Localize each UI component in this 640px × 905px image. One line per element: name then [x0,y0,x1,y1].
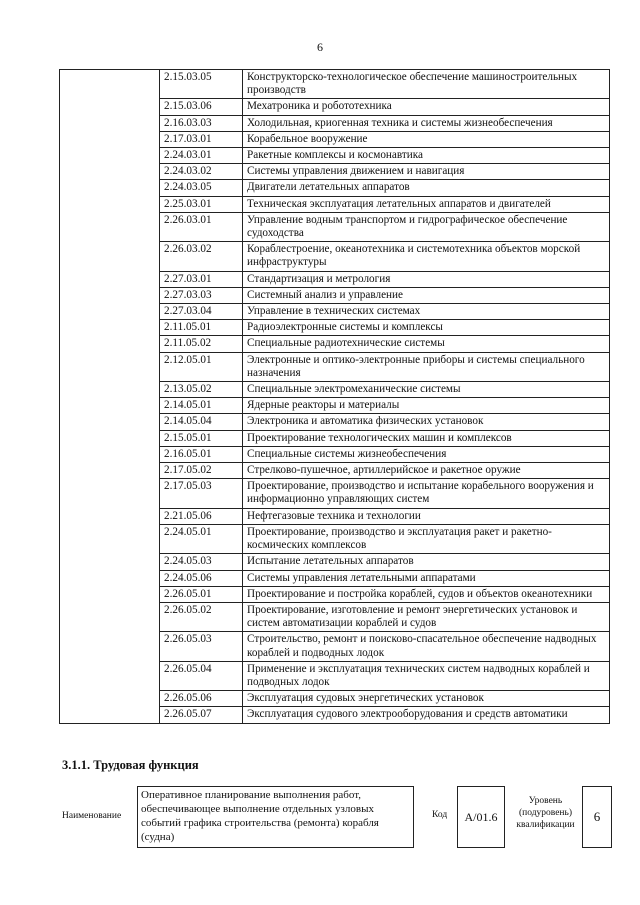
level-value: 6 [582,786,612,848]
specialty-name: Стрелково-пушечное, артиллерийское и ракетное оружие [243,463,610,479]
specialty-code: 2.12.05.01 [160,352,243,381]
specialty-name: Техническая эксплуатация летательных аппаратов и двигателей [243,196,610,212]
specialty-name: Проектирование, производство и испытание корабельного вооружения и информационно управляющих систем [243,479,610,508]
specialty-codes-table [59,69,610,724]
specialty-code: 2.17.05.03 [160,479,243,508]
specialty-name: Проектирование технологических машин и комплексов [243,430,610,446]
name-value: Оперативное планирование выполнения работ, обеспечивающее выполнение отдельных узловых событий графика строительства (ремонта) корабля (судна) [137,786,414,848]
specialty-code: 2.26.05.01 [160,586,243,602]
specialty-name: Ракетные комплексы и космонавтика [243,148,610,164]
specialty-name: Электроника и автоматика физических установок [243,414,610,430]
specialty-code: 2.24.05.06 [160,570,243,586]
specialty-name: Системы управления движением и навигация [243,164,610,180]
specialty-code: 2.27.03.01 [160,271,243,287]
specialty-name: Мехатроника и робототехника [243,99,610,115]
specialty-name: Холодильная, криогенная техника и системы жизнеобеспечения [243,115,610,131]
labor-function-row [62,783,622,853]
specialty-code: 2.24.05.01 [160,524,243,553]
specialty-name: Проектирование, изготовление и ремонт энергетических установок и систем автоматизации кораблей и судов [243,602,610,631]
name-label: Наименование [62,811,122,821]
specialty-code: 2.21.05.06 [160,508,243,524]
section-title: 3.1.1. Трудовая функция [62,758,199,772]
page-number: 6 [317,40,323,54]
code-value: A/01.6 [457,786,505,848]
specialty-name: Стандартизация и метрология [243,271,610,287]
specialty-code: 2.16.05.01 [160,446,243,462]
specialty-name: Испытание летательных аппаратов [243,554,610,570]
specialty-name: Специальные электромеханические системы [243,382,610,398]
specialty-codes-body [60,70,610,724]
specialty-name: Строительство, ремонт и поисково-спасательное обеспечение надводных кораблей и подводных лодок [243,632,610,661]
specialty-code: 2.17.05.02 [160,463,243,479]
specialty-name: Корабельное вооружение [243,131,610,147]
specialty-code: 2.26.05.03 [160,632,243,661]
specialty-code: 2.24.03.02 [160,164,243,180]
specialty-code: 2.26.05.02 [160,602,243,631]
specialty-name: Эксплуатация судовых энергетических установок [243,691,610,707]
specialty-name: Применение и эксплуатация технических систем надводных кораблей и подводных лодок [243,661,610,690]
specialty-code: 2.17.03.01 [160,131,243,147]
specialty-name: Электронные и оптико-электронные приборы и системы специального назначения [243,352,610,381]
specialty-code: 2.26.03.01 [160,212,243,241]
specialty-name: Специальные системы жизнеобеспечения [243,446,610,462]
specialty-name: Нефтегазовые техника и технологии [243,508,610,524]
specialty-name: Проектирование, производство и эксплуатация ракет и ракетно-космических комплексов [243,524,610,553]
specialty-name: Проектирование и постройка кораблей, судов и объектов океанотехники [243,586,610,602]
table-row [60,70,610,99]
specialty-code: 2.25.03.01 [160,196,243,212]
specialty-name: Эксплуатация судового электрооборудования и средств автоматики [243,707,610,723]
specialty-code: 2.14.05.04 [160,414,243,430]
specialty-code: 2.15.03.05 [160,70,243,99]
group-cell [60,70,160,724]
specialty-name: Двигатели летательных аппаратов [243,180,610,196]
specialty-code: 2.16.03.03 [160,115,243,131]
specialty-code: 2.15.03.06 [160,99,243,115]
specialty-code: 2.26.05.07 [160,707,243,723]
specialty-name: Конструкторско-технологическое обеспечение машиностроительных производств [243,70,610,99]
specialty-code: 2.13.05.02 [160,382,243,398]
specialty-code: 2.14.05.01 [160,398,243,414]
specialty-name: Кораблестроение, океанотехника и системотехника объектов морской инфраструктуры [243,242,610,271]
specialty-code: 2.24.03.05 [160,180,243,196]
specialty-name: Ядерные реакторы и материалы [243,398,610,414]
specialty-name: Специальные радиотехнические системы [243,336,610,352]
specialty-code: 2.15.05.01 [160,430,243,446]
specialty-code: 2.27.03.03 [160,287,243,303]
specialty-code: 2.24.05.03 [160,554,243,570]
specialty-code: 2.27.03.04 [160,304,243,320]
specialty-code: 2.11.05.01 [160,320,243,336]
specialty-code: 2.26.05.04 [160,661,243,690]
specialty-name: Управление водным транспортом и гидрографическое обеспечение судоходства [243,212,610,241]
specialty-code: 2.26.03.02 [160,242,243,271]
level-label: Уровень (подуровень) квалификации [516,796,575,830]
code-label: Код [432,810,448,820]
specialty-code: 2.11.05.02 [160,336,243,352]
specialty-name: Системы управления летательными аппаратами [243,570,610,586]
specialty-name: Системный анализ и управление [243,287,610,303]
specialty-code: 2.26.05.06 [160,691,243,707]
specialty-name: Радиоэлектронные системы и комплексы [243,320,610,336]
specialty-code: 2.24.03.01 [160,148,243,164]
specialty-name: Управление в технических системах [243,304,610,320]
